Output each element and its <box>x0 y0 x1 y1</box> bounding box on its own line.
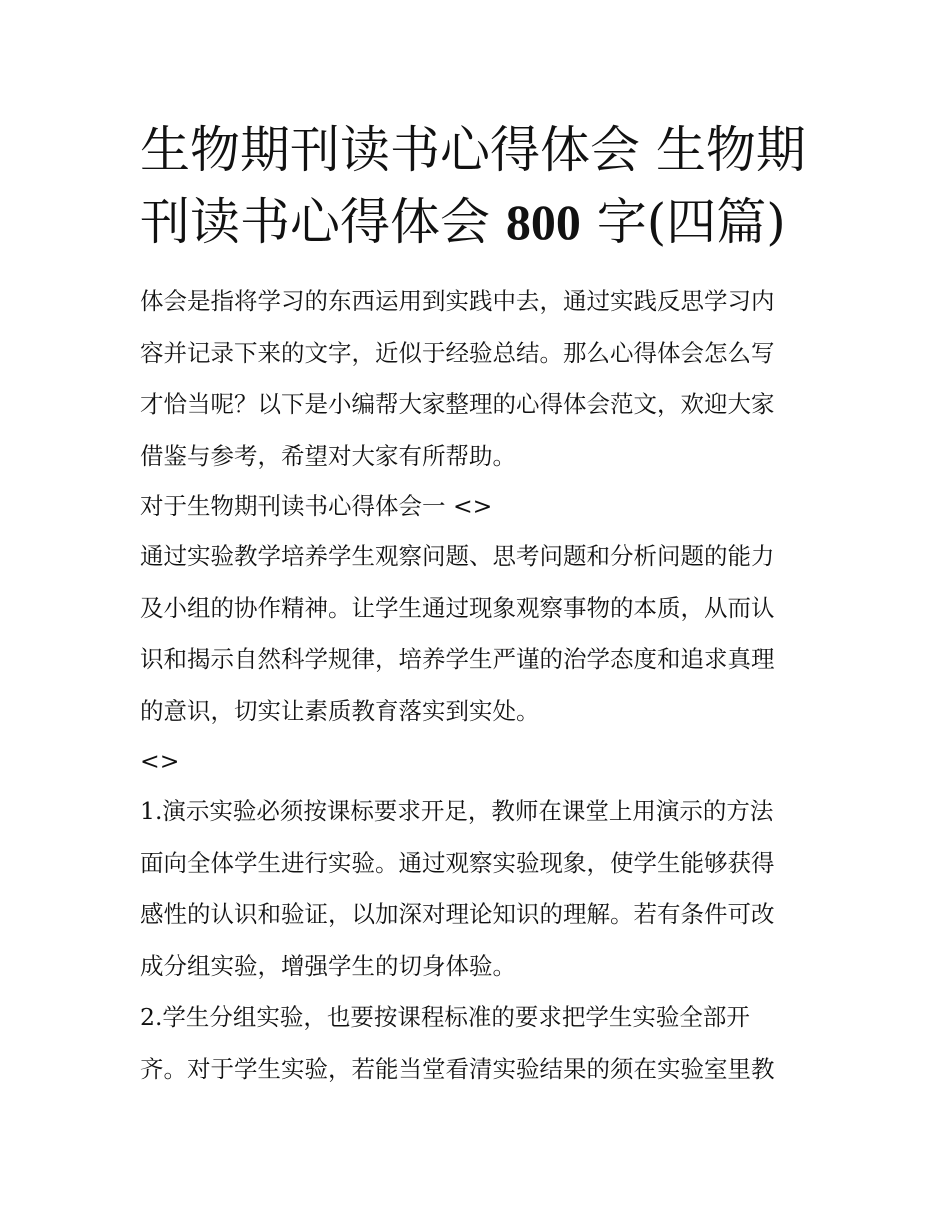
section-heading-1 <box>140 482 820 531</box>
list-item-2 <box>140 992 820 1095</box>
intro-line: 体会是指将学习的东西运用到实践中去，通过实践反思学习内 <box>140 287 775 315</box>
paragraph-line: 识和揭示自然科学规律，培养学生严谨的治学态度和追求真理 <box>140 645 775 673</box>
intro-line: 容并记录下来的文字，近似于经验总结。那么心得体会怎么写 <box>140 338 775 367</box>
paragraph-line: 的意识，切实让素质教育落实到实处。 <box>140 696 540 725</box>
document-body <box>140 276 820 1095</box>
list-item-line: 2.学生分组实验，也要按课程标准的要求把学生实验全部开 <box>140 1003 750 1031</box>
list-item-1 <box>140 786 820 992</box>
intro-paragraph <box>140 276 820 482</box>
paragraph-line: 通过实验教学培养学生观察问题、思考问题和分析问题的能力 <box>140 542 775 570</box>
list-item-line: 感性的认识和验证，以加深对理论知识的理解。若有条件可改 <box>140 900 775 928</box>
title-text-2a: 刊读书心得体会 <box>140 193 506 251</box>
list-item-line: 1.演示实验必须按课标要求开足，教师在课堂上用演示的方法 <box>140 797 774 825</box>
intro-line: 才恰当呢？以下是小编帮大家整理的心得体会范文，欢迎大家 <box>140 390 775 418</box>
list-item-line: 成分组实验，增强学生的切身体验。 <box>140 951 516 980</box>
title-number: 800 <box>505 194 581 250</box>
section-heading-text: 对于生物期刊读书心得体会一 <> <box>140 492 493 520</box>
document-title <box>140 114 820 258</box>
title-line-2 <box>140 186 820 258</box>
intro-line: 借鉴与参考，希望对大家有所帮助。 <box>140 441 516 470</box>
title-line-1 <box>140 114 820 186</box>
list-item-line: 面向全体学生进行实验。通过观察实验现象，使学生能够获得 <box>140 848 775 877</box>
title-text-1: 生物期刊读书心得体会 生物期 <box>140 121 806 179</box>
list-item-line: 齐。对于学生实验，若能当堂看清实验结果的须在实验室里教 <box>140 1054 775 1083</box>
paragraph-1 <box>140 531 820 737</box>
marker-text: <> <box>140 747 180 775</box>
title-text-2b: 字(四篇) <box>580 193 786 251</box>
marker-paragraph <box>140 737 820 786</box>
paragraph-line: 及小组的协作精神。让学生通过现象观察事物的本质，从而认 <box>140 593 775 622</box>
